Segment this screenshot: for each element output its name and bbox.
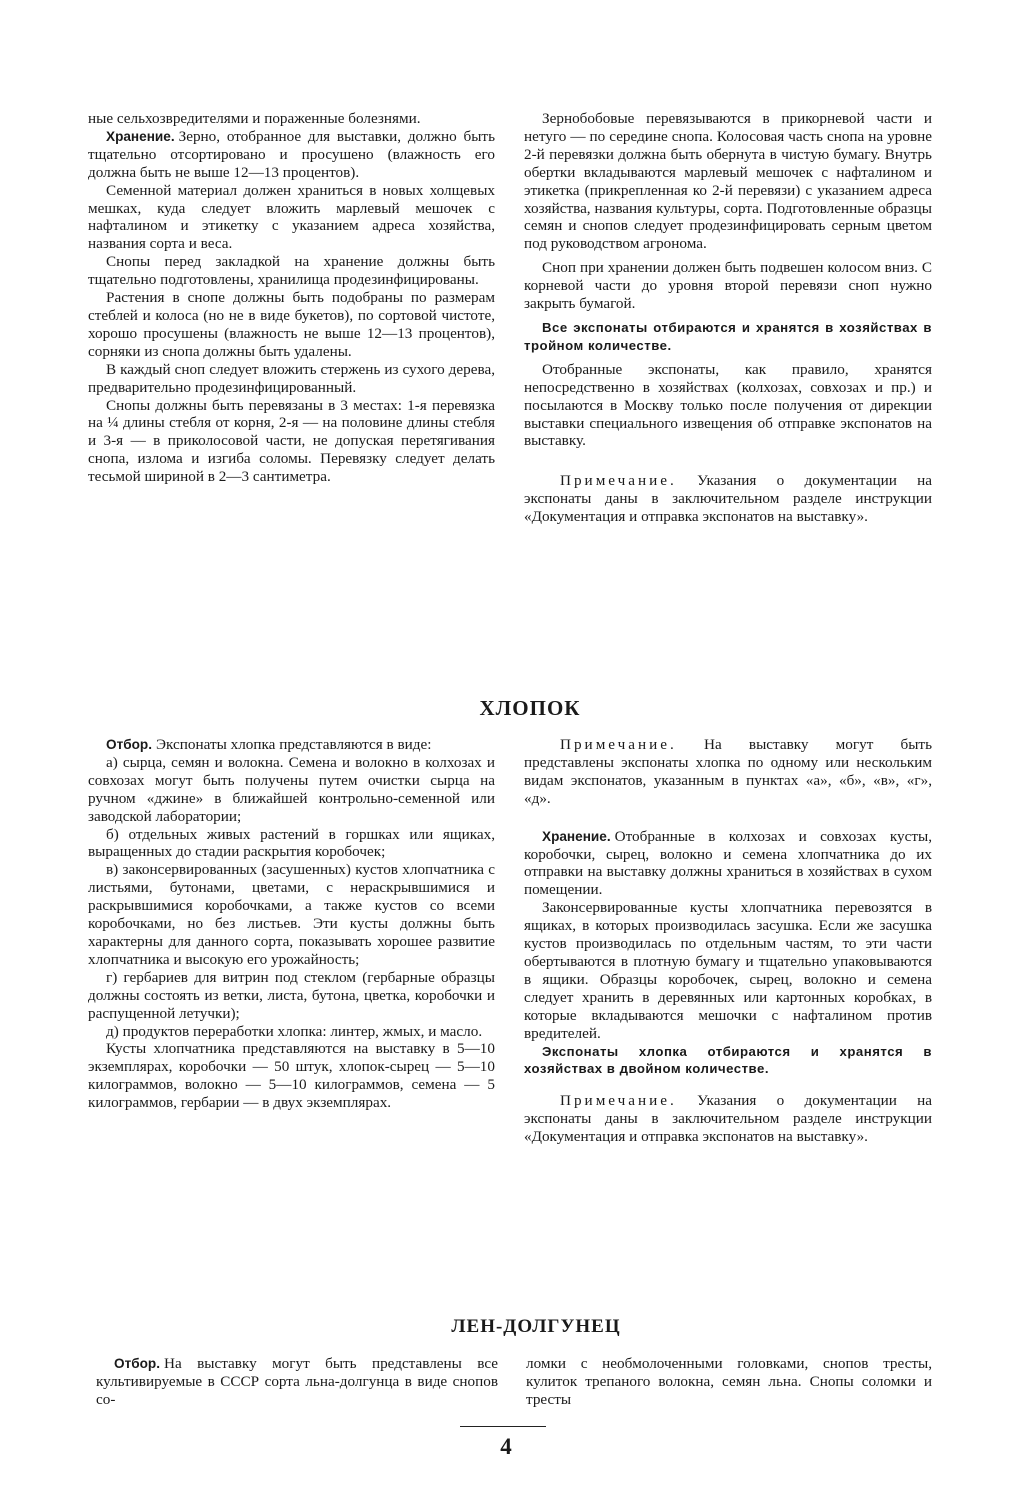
paragraph-lead: Отбор. xyxy=(114,1356,161,1371)
note-label: Примечание. xyxy=(560,736,677,753)
paragraph-lead: Хранение. xyxy=(542,828,611,844)
section-heading-cotton: ХЛОПОК xyxy=(479,696,581,720)
paragraph: Хранение. Зерно, отобранное для выставки, должно быть тщательно отсортировано и просушено (влажность его должна быть не выше 12—13 процентов). xyxy=(88,127,495,181)
bold-statement: Экспонаты хлопка отбираются и хранятся в хозяйствах в двойном количестве. xyxy=(524,1043,932,1077)
note xyxy=(524,1092,932,1146)
list-item: б) отдельных живых растений в горшках или ящиках, выращенных до стадии раскрытия коробочек; xyxy=(88,825,495,861)
paragraph: Семенной материал должен храниться в новых холщевых мешках, куда следует вложить марлевый мешочек с нафталином и этикетку с указанием адреса хозяйства, названия сорта и веса. xyxy=(88,181,495,253)
paragraph: ные сельхозвредителями и пораженные болезнями. xyxy=(88,110,421,127)
paragraph: Снопы должны быть перевязаны в 3 местах: 1-я перевязка на ¼ длины стебля от корня, 2-я — на половине длины стебля и 3-я — в приколосовой части, не допуская перетягивания снопа, излома и изгиба соломы. Перевязку следует делать тесьмой шириной в 2—3 сантиметра. xyxy=(88,396,495,486)
paragraph: Отбор. Экспонаты хлопка представляются в виде: xyxy=(106,736,432,753)
note-text: Примечание. На выставку могут быть представлены экспонаты хлопка по одному или нескольким видам экспонатов, указанным в пунктах «а», «б», «в», «г», «д». xyxy=(524,736,932,807)
top-left-column xyxy=(88,110,495,486)
paragraph: Снопы перед закладкой на хранение должны быть тщательно подготовлены, хранилища продезинфицированы. xyxy=(88,253,495,289)
paragraph: ломки с необмолоченными головками, снопов тресты, кулиток трепаного волокна, семян льна. Снопы соломки и тресты xyxy=(526,1355,932,1408)
paragraph-lead: Хранение. xyxy=(106,128,175,144)
note-text: Примечание. Указания о документации на экспонаты даны в заключительном разделе инструкции «Документация и отправка экспонатов на выставку». xyxy=(524,472,932,526)
footer-rule xyxy=(460,1426,546,1427)
page-number: 4 xyxy=(500,1434,512,1459)
paragraph: Кусты хлопчатника представляются на выставку в 5—10 экземплярах, коробочки — 50 штук, хлопок-сырец — 5—10 килограммов, волокно — 5—10 килограммов, семена — 5 килограммов, гербарии — в двух экземплярах. xyxy=(88,1040,495,1112)
paragraph: Законсервированные кусты хлопчатника перевозятся в ящиках, в которых производилась засушка. Если же засушка кустов производилась по отдельным частям, то эти части обертываются в плотную бумагу и тщательно упаковываются в ящики. Образцы коробочек, сырец, волокно и семена следует хранить в деревянных или картонных коробках, в которые вкладываются мешочки с нафталином против вредителей. xyxy=(524,899,932,1042)
flax-left-column xyxy=(96,1355,498,1409)
paragraph: Отбор. На выставку могут быть представлены все культивируемые в СССР сорта льна-долгунца в виде снопов со- xyxy=(96,1355,498,1408)
cotton-left-column xyxy=(88,736,495,1112)
paragraph: В каждый сноп следует вложить стержень из сухого дерева, предварительно продезинфицированный. xyxy=(88,360,495,396)
flax-right-column xyxy=(526,1355,932,1409)
paragraph: Растения в снопе должны быть подобраны по размерам стеблей и колоса (но не в виде букетов), по сортовой чистоте, хорошо просушены (влажность не выше 12—13 процентов), сорняки из снопа должны быть удалены. xyxy=(88,289,495,360)
paragraph: Отобранные экспонаты, как правило, хранятся непосредственно в хозяйствах (колхозах, совхозах и пр.) и посылаются в Москву только после получения от дирекции выставки специального извещения об отправке экспонатов на выставку. xyxy=(524,360,932,450)
cotton-right-column xyxy=(524,736,932,1146)
paragraph: Сноп при хранении должен быть подвешен колосом вниз. С корневой части до уровня второй перевязи сноп нужно закрыть бумагой. xyxy=(524,259,932,313)
paragraph-lead: Отбор. xyxy=(106,737,153,752)
bold-statement: Все экспонаты отбираются и хранятся в хозяйствах в тройном количестве. xyxy=(524,319,932,353)
list-item: г) гербариев для витрин под стеклом (гербарные образцы должны состоять из ветки, листа, бутона, цветка, коробочки и распущенной летучки); xyxy=(88,968,495,1022)
note xyxy=(524,472,932,526)
note xyxy=(524,736,932,808)
top-right-column xyxy=(524,110,932,526)
list-item: д) продуктов переработки хлопка: линтер, жмых, и масло. xyxy=(106,1022,483,1040)
section-heading-flax: ЛЕН-ДОЛГУНЕЦ xyxy=(451,1316,621,1337)
list-item: а) сырца, семян и волокна. Семена и волокно в колхозах и совхозах могут быть получены путем очистки сырца на ручном «джине» в ближайшей контрольно-семенной или заводской лаборатории; xyxy=(88,753,495,825)
note-label: Примечание. xyxy=(560,1092,677,1110)
list-item: в) законсервированных (засушенных) кустов хлопчатника с листьями, бутонами, цветами, с нераскрывшимися и раскрывшимися коробочками, а также кустов со всеми коробочками, но без листьев. Эти кусты должны быть характерны для данного сорта, показывать хорошее развитие хлопчатника и высокую его урожайность; xyxy=(88,861,495,968)
paragraph: Зернобобовые перевязываются в прикорневой части и нетуго — по середине снопа. Колосовая часть снопа на уровне 2-й перевязки должна быть обернута в чистую бумагу. Внутрь обертки вкладываются марлевый мешочек с нафталином и этикетка (прикрепленная ко 2-й перевязи) с указанием адреса хозяйства, названия культуры, сорта. Подготовленные образцы семян и снопов следует продезинфицировать серным цветом под руководством агронома. xyxy=(524,110,932,253)
note-label: Примечание. xyxy=(560,472,677,490)
paragraph: Хранение. Отобранные в колхозах и совхозах кусты, коробочки, сырец, волокно и семена хлопчатника до их отправки на выставку должны храниться в хозяйствах в сухом помещении. xyxy=(524,827,932,899)
note-text: Примечание. Указания о документации на экспонаты даны в заключительном разделе инструкции «Документация и отправка экспонатов на выставку». xyxy=(524,1092,932,1146)
